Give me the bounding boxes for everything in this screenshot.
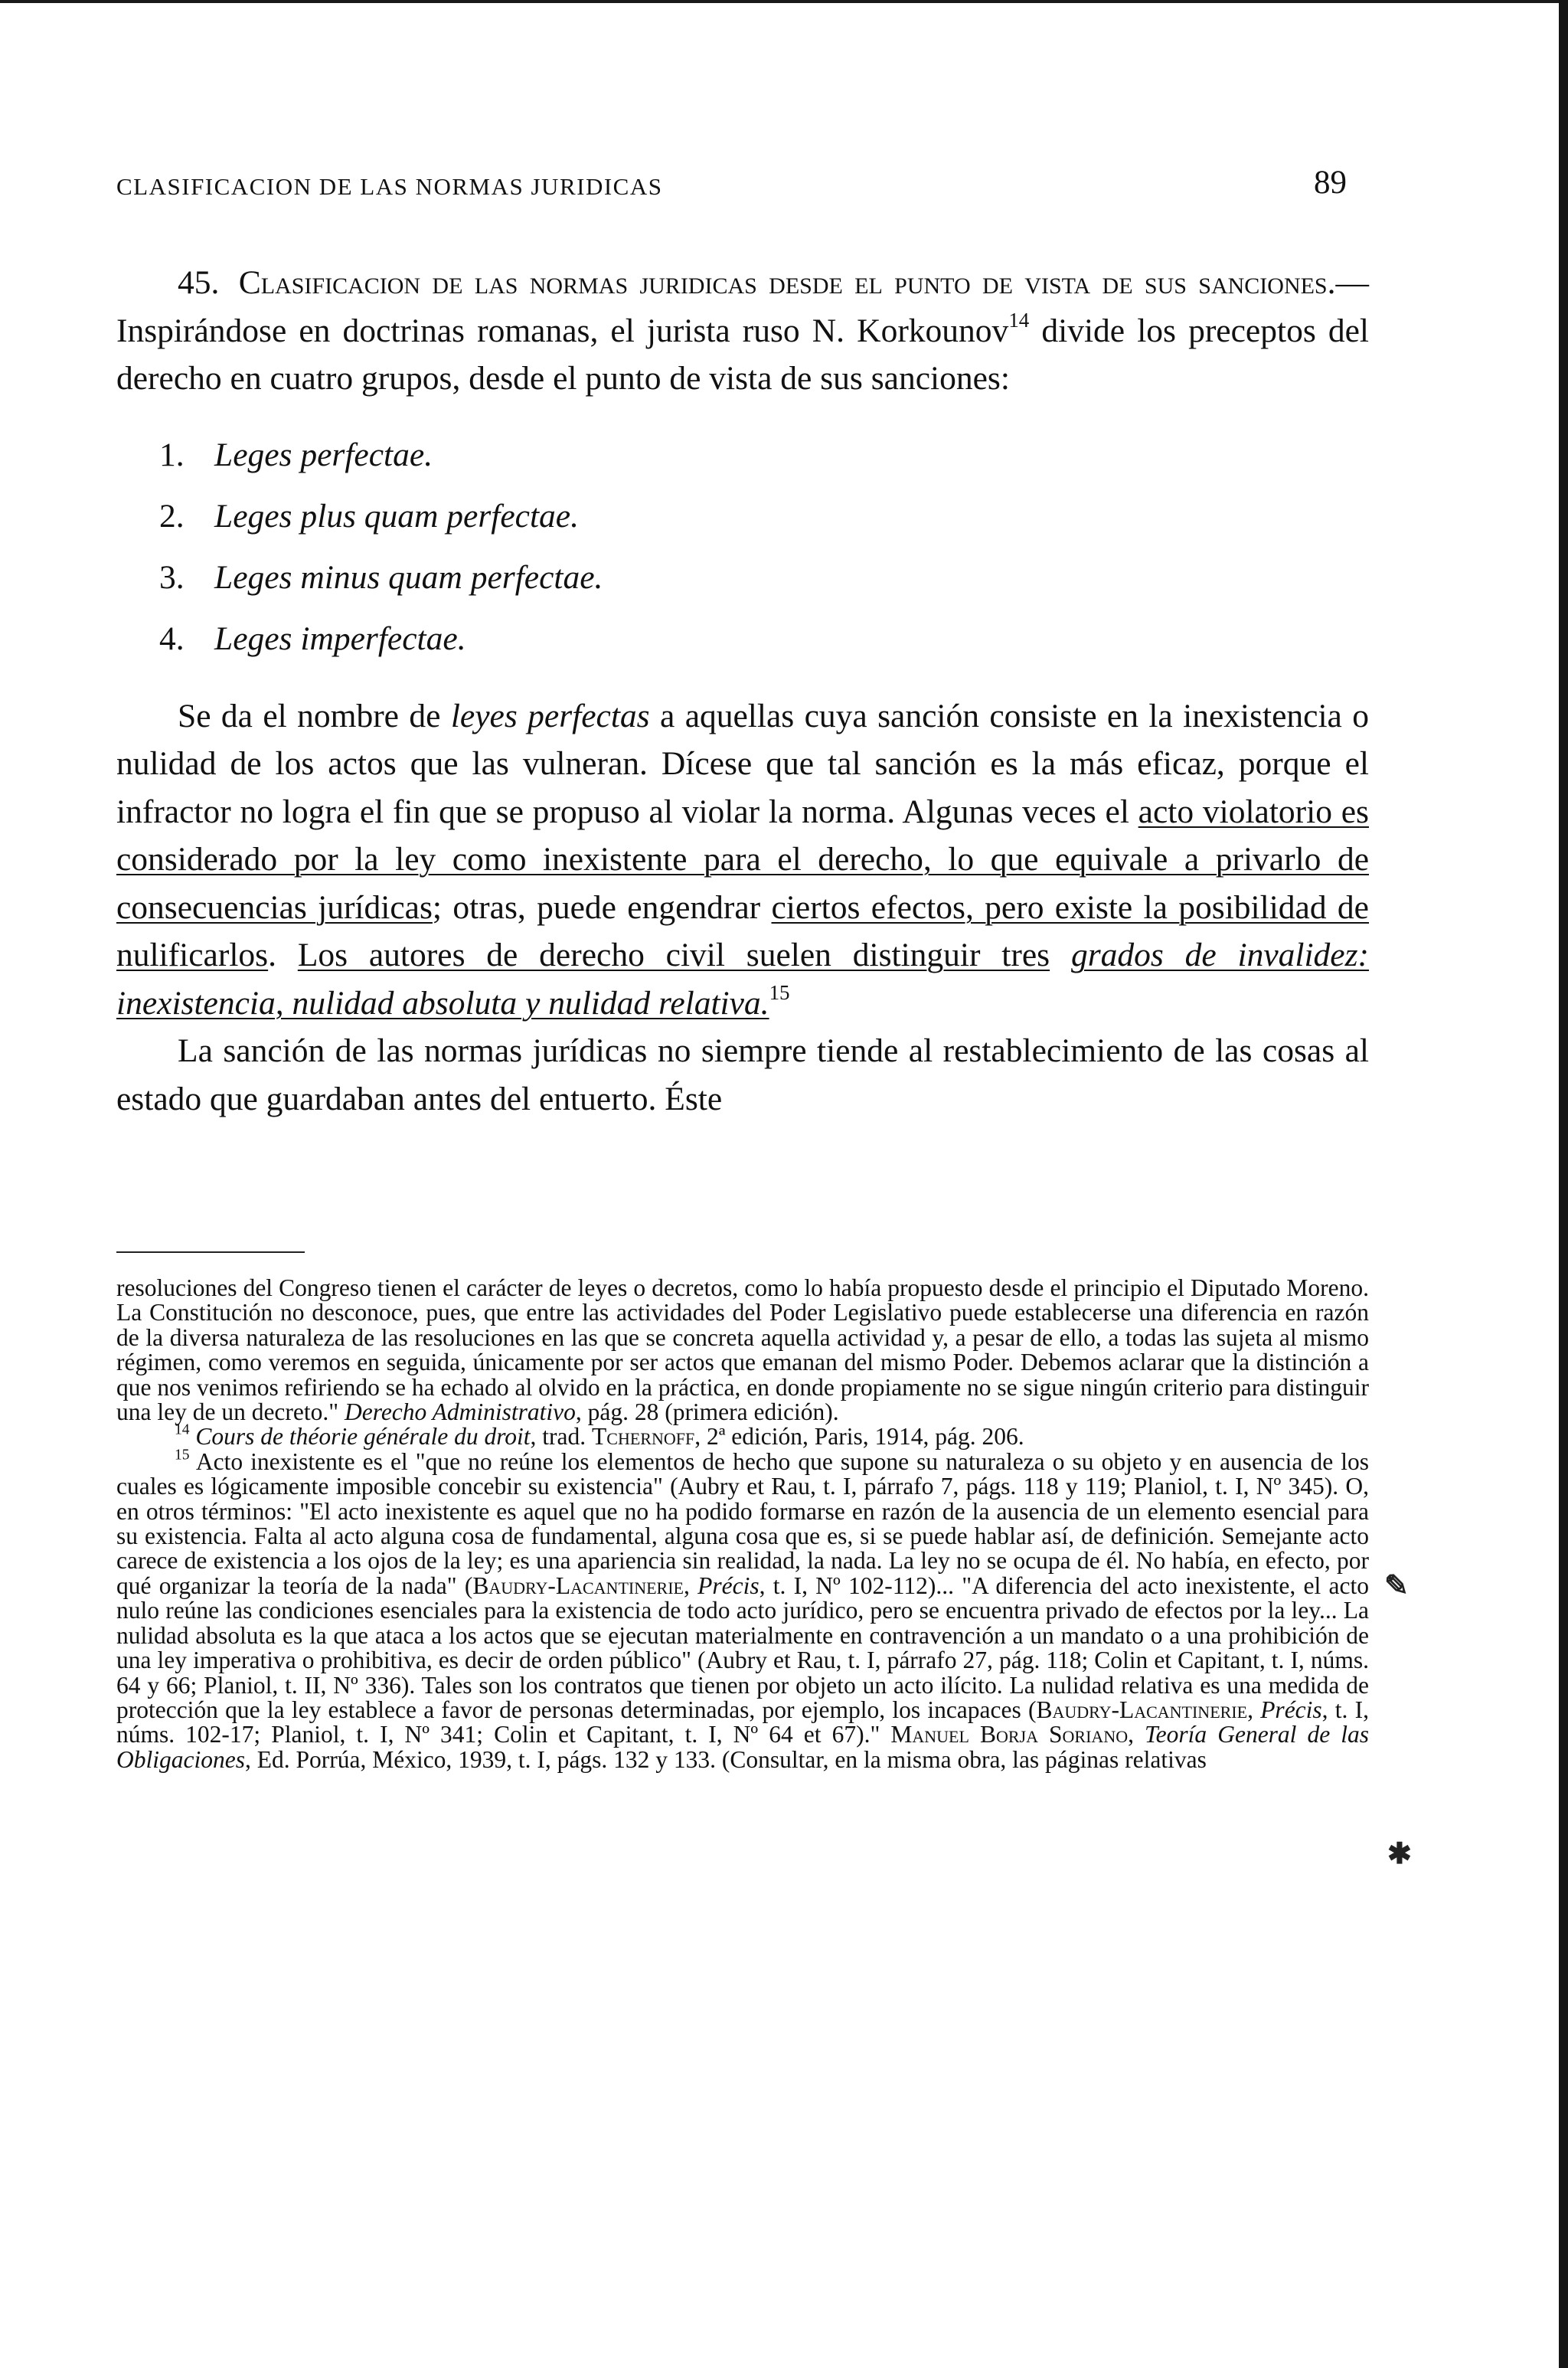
list-item: 2. Leges plus quam perfectae. [159, 486, 1369, 547]
page-number: 89 [1314, 165, 1347, 201]
term-leyes-perfectas: leyes perfectas [450, 697, 650, 734]
footnote-rule [116, 1251, 305, 1253]
footnote-ref-14: 14 [1008, 308, 1030, 332]
section-paragraph [116, 259, 1369, 403]
list-item-text: Leges minus quam perfectae. [214, 558, 603, 596]
list-item: 4. Leges imperfectae. [159, 608, 1369, 669]
section-heading: Clasificacion de las normas juridicas desde el punto de vista de sus sanciones. [238, 264, 1336, 301]
section-number: 45. [178, 264, 220, 301]
list-item: 1. Leges perfectae. [159, 424, 1369, 486]
list-item: 3. Leges minus quam perfectae. [159, 547, 1369, 608]
margin-asterisk-mark: ✱ [1387, 1838, 1412, 1870]
margin-annotation-mark: ✎ [1384, 1570, 1409, 1602]
section-intro-a: —Inspirándose en doctrinas romanas, el jurista ruso N. Korkounov [116, 264, 1369, 349]
underlined-passage-2: ciertos efectos, pero existe la posibilidad de nulificarlos [116, 888, 1369, 973]
scan-border-right [1559, 0, 1568, 2368]
paragraph-leyes-perfectas: Se da el nombre de leyes perfectas a aquellas cuya sanción consiste en la inexistencia o nulidad de los actos que las vulneran. Dícese que tal sanción es la más eficaz, porque el infractor no logra el fin que se propuso al violar la norma. Algunas veces el acto violatorio es considerado por la ley como inexistente para el derecho, lo que equivale a privarlo de consecuencias jurídicas; otras, puede engendrar ciertos efectos, pero existe la posibilidad de nulificarlos. Los autores de derecho civil suelen distinguir tres grados de invalidez: inexistencia, nulidad absoluta y nulidad relativa.$^{15}$ [116, 697, 1370, 1022]
underlined-passage-4: grados de invalidez: inexistencia, nulidad absoluta y nulidad relativa. [116, 937, 1370, 1022]
running-header: CLASIFICACION DE LAS NORMAS JURIDICAS [116, 173, 663, 200]
footnote-ref-15: 15 [769, 980, 790, 1004]
list-item-text: Leges plus quam perfectae. [214, 497, 579, 535]
underlined-passage-3: Los autores de derecho civil suelen distinguir tres [297, 937, 1050, 973]
paragraph-sancion: La sanción de las normas jurídicas no siempre tiende al restablecimiento de las cosas al estado que guardaban antes del entuerto. Éste [116, 1032, 1369, 1117]
footnote-14: $^{14}$ Cours de théorie générale du droit, trad. Tchernoff, 2ª edición, Paris, 1914, pág. 206. [175, 1421, 1024, 1451]
section-intro-b: divide los preceptos del derecho en cuatro grupos, desde el punto de vista de sus sanciones: [116, 312, 1369, 397]
main-text [116, 259, 1369, 1123]
underlined-passage-1: acto violatorio es considerado por la ley como inexistente para el derecho, lo que equivale a privarlo de consecuencias jurídicas [116, 793, 1369, 926]
leges-list [116, 424, 1369, 669]
footnotes [116, 1276, 1369, 1772]
list-item-text: Leges perfectae. [214, 436, 433, 473]
footnote-continuation: resoluciones del Congreso tienen el carácter de leyes o decretos, como lo había propuesto desde el principio el Diputado Moreno. La Constitución no desconoce, pues, que entre las actividades del Poder Legislativo puede establecerse una diferencia en razón de la diversa naturaleza de las resoluciones en las que se concreta aquella actividad y, a pesar de ello, a todas las sujeta al mismo régimen, como veremos en seguida, únicamente por ser actos que emanan del mismo Poder. Debemos aclarar que la distinción a que nos venimos refiriendo se ha echado al olvido en la práctica, en donde propiamente no se sigue ningún criterio para distinguir una ley de un decreto." Derecho Administrativo, pág. 28 (primera edición). [116, 1274, 1369, 1426]
list-item-text: Leges imperfectae. [214, 620, 466, 657]
scan-border-top [0, 0, 1568, 3]
footnote-15: $^{15}$ Acto inexistente es el "que no reúne los elementos de hecho que supone su naturaleza o su objeto y en ausencia de los cuales es lógicamente imposible concebir su existencia" (Aubry et Rau, t. I, párrafo 7, págs. 118 y 119; Planiol, t. I, Nº 345). O, en otros términos: "El acto inexistente es aquel que no ha podido formarse en razón de la ausencia de un elemento esencial para su existencia. Falta al acto alguna cosa de fundamental, alguna cosa que es, si se puede hablar así, de definición. Semejante acto carece de existencia a los ojos de la ley; es una apariencia sin realidad, la nada. La ley no se ocupa de él. No había, en efecto, por qué organizar la teoría de la nada" (Baudry-Lacantinerie, Précis, t. I, Nº 102-112)... "A diferencia del acto inexistente, el acto nulo reúne las condiciones esenciales para la existencia de todo acto jurídico, pero se encuentra privado de efectos por la ley... La nulidad absoluta es la que ataca a los actos que se ejecutan materialmente en contravención a un mandato o a una prohibición de una ley imperativa o prohibitiva, es decir de orden público" (Aubry et Rau, t. I, párrafo 27, pág. 118; Colin et Capitant, t. I, núms. 64 y 66; Planiol, t. II, Nº 336). Tales son los contratos que tienen por objeto un acto ilícito. La nulidad relativa es una medida de protección que la ley establece a favor de personas determinadas, por ejemplo, los incapaces (Baudry-Lacantinerie, Précis, t. I, núms. 102-17; Planiol, t. I, Nº 341; Colin et Capitant, t. I, Nº 64 et 67)." Manuel Borja Soriano, Teoría General de las Obligaciones, Ed. Porrúa, México, 1939, t. I, págs. 132 y 133. (Consultar, en la misma obra, las páginas relativas [116, 1447, 1370, 1773]
